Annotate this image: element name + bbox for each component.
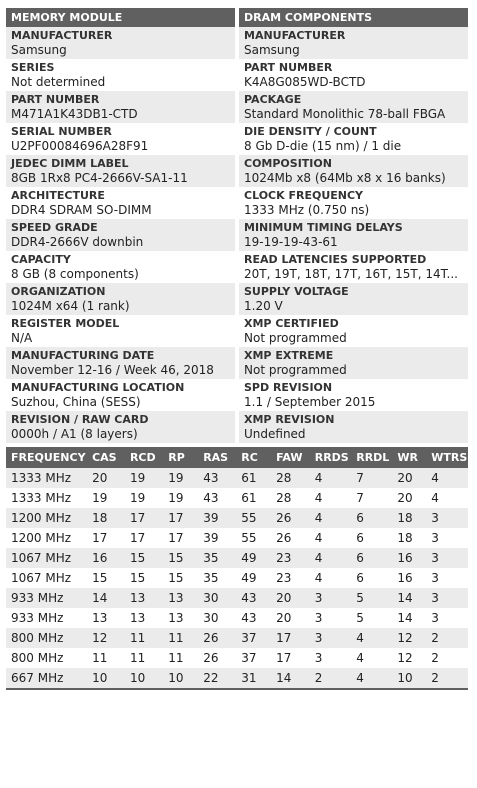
- timing-cell: 17: [87, 528, 125, 548]
- timing-column-header: RRDL: [351, 447, 392, 468]
- left-field-row: [6, 187, 235, 219]
- field-value: N/A: [11, 331, 33, 345]
- timing-column-header: RRDS: [310, 447, 351, 468]
- timing-cell: 4: [426, 468, 468, 488]
- timing-cell: 3: [426, 608, 468, 628]
- timing-cell: 12: [392, 648, 426, 668]
- timing-cell: 17: [271, 628, 310, 648]
- field-label: SUPPLY VOLTAGE: [244, 285, 349, 298]
- field-label: REVISION / RAW CARD: [11, 413, 149, 426]
- left-field-row: [6, 123, 235, 155]
- timing-row: [6, 668, 468, 689]
- timing-cell: 49: [236, 548, 271, 568]
- timing-cell: 61: [236, 488, 271, 508]
- field-label: READ LATENCIES SUPPORTED: [244, 253, 427, 266]
- field-value: Not programmed: [244, 363, 347, 377]
- timing-cell: 19: [163, 468, 198, 488]
- timing-cell: 16: [392, 548, 426, 568]
- timing-cell: 18: [87, 508, 125, 528]
- timing-cell: 4: [351, 648, 392, 668]
- left-field-row: [6, 251, 235, 283]
- timing-cell: 10: [125, 668, 163, 689]
- timing-column-header: CAS: [87, 447, 125, 468]
- timing-cell: 4: [351, 668, 392, 689]
- timing-cell: 18: [392, 508, 426, 528]
- right-field-row: [239, 91, 468, 123]
- timing-cell: 28: [271, 488, 310, 508]
- timing-cell: 1333 MHz: [6, 468, 87, 488]
- timing-cell: 30: [198, 588, 236, 608]
- timing-cell: 37: [236, 648, 271, 668]
- timing-cell: 17: [125, 528, 163, 548]
- timing-cell: 13: [163, 608, 198, 628]
- field-value: DDR4-2666V downbin: [11, 235, 144, 249]
- left-field-row: [6, 315, 235, 347]
- timing-cell: 19: [125, 488, 163, 508]
- timing-cell: 26: [198, 628, 236, 648]
- timing-cell: 3: [426, 508, 468, 528]
- timing-cell: 800 MHz: [6, 628, 87, 648]
- timing-cell: 35: [198, 568, 236, 588]
- field-value: DDR4 SDRAM SO-DIMM: [11, 203, 152, 217]
- timing-cell: 13: [125, 608, 163, 628]
- field-value: 1024Mb x8 (64Mb x8 x 16 banks): [244, 171, 446, 185]
- timing-cell: 12: [87, 628, 125, 648]
- field-label: SPEED GRADE: [11, 221, 98, 234]
- field-label: MANUFACTURER: [11, 29, 113, 42]
- timing-cell: 11: [163, 648, 198, 668]
- timing-cell: 19: [125, 468, 163, 488]
- right-field-row: [239, 411, 468, 443]
- field-value: 1333 MHz (0.750 ns): [244, 203, 370, 217]
- timing-cell: 23: [271, 568, 310, 588]
- field-value: 8GB 1Rx8 PC4-2666V-SA1-11: [11, 171, 188, 185]
- field-label: PACKAGE: [244, 93, 302, 106]
- left-field-row: [6, 59, 235, 91]
- timing-column-header: RC: [236, 447, 271, 468]
- field-value: Standard Monolithic 78-ball FBGA: [244, 107, 446, 121]
- field-label: PART NUMBER: [11, 93, 100, 106]
- timing-cell: 14: [87, 588, 125, 608]
- right-field-row: [239, 155, 468, 187]
- field-label: ORGANIZATION: [11, 285, 106, 298]
- left-field-row: [6, 91, 235, 123]
- timing-column-header: RP: [163, 447, 198, 468]
- timing-cell: 22: [198, 668, 236, 689]
- timing-cell: 11: [125, 648, 163, 668]
- field-value: Not determined: [11, 75, 106, 89]
- timing-cell: 39: [198, 528, 236, 548]
- right-field-row: [239, 283, 468, 315]
- left-field-row: [6, 155, 235, 187]
- timing-cell: 933 MHz: [6, 608, 87, 628]
- timing-cell: 1067 MHz: [6, 568, 87, 588]
- timing-body: [6, 468, 468, 689]
- timing-cell: 18: [392, 528, 426, 548]
- field-value: 20T, 19T, 18T, 17T, 16T, 15T, 14T...: [244, 267, 458, 281]
- timing-cell: 4: [351, 628, 392, 648]
- field-label: MANUFACTURING LOCATION: [11, 381, 185, 394]
- timing-row: [6, 548, 468, 568]
- timing-cell: 4: [310, 568, 351, 588]
- timing-cell: 23: [271, 548, 310, 568]
- right-field-row: [239, 251, 468, 283]
- right-field-row: [239, 59, 468, 91]
- field-value: 1024M x64 (1 rank): [11, 299, 130, 313]
- field-label: SPD REVISION: [244, 381, 333, 394]
- timing-row: [6, 568, 468, 588]
- field-label: CLOCK FREQUENCY: [244, 189, 364, 202]
- timing-cell: 17: [163, 508, 198, 528]
- field-label: XMP CERTIFIED: [244, 317, 339, 330]
- field-value: K4A8G085WD-BCTD: [244, 75, 366, 89]
- timing-cell: 19: [87, 488, 125, 508]
- dram-components-column: [239, 8, 468, 443]
- timing-cell: 4: [310, 468, 351, 488]
- field-value: 19-19-19-43-61: [244, 235, 338, 249]
- field-value: 8 Gb D-die (15 nm) / 1 die: [244, 139, 402, 153]
- timing-cell: 11: [87, 648, 125, 668]
- right-field-row: [239, 187, 468, 219]
- timing-cell: 14: [271, 668, 310, 689]
- timing-cell: 55: [236, 528, 271, 548]
- timing-cell: 1200 MHz: [6, 508, 87, 528]
- timing-cell: 3: [426, 548, 468, 568]
- timing-column-header: FAW: [271, 447, 310, 468]
- timing-cell: 4: [310, 548, 351, 568]
- timing-cell: 17: [125, 508, 163, 528]
- timing-cell: 15: [163, 548, 198, 568]
- timing-column-header: FREQUENCY: [6, 447, 87, 468]
- timing-cell: 6: [351, 548, 392, 568]
- left-field-row: [6, 27, 235, 59]
- timing-cell: 7: [351, 488, 392, 508]
- left-field-row: [6, 219, 235, 251]
- field-label: XMP EXTREME: [244, 349, 334, 362]
- timing-row: [6, 488, 468, 508]
- timing-row: [6, 608, 468, 628]
- timing-cell: 15: [163, 568, 198, 588]
- right-field-row: [239, 347, 468, 379]
- timing-cell: 13: [163, 588, 198, 608]
- timing-cell: 30: [198, 608, 236, 628]
- dram-components-header: DRAM COMPONENTS: [239, 8, 468, 27]
- timing-cell: 55: [236, 508, 271, 528]
- timing-cell: 20: [271, 608, 310, 628]
- timing-cell: 2: [426, 648, 468, 668]
- timing-cell: 11: [163, 628, 198, 648]
- dram-components-fields: [239, 27, 468, 443]
- timing-cell: 4: [310, 528, 351, 548]
- field-label: MANUFACTURING DATE: [11, 349, 155, 362]
- field-label: COMPOSITION: [244, 157, 332, 170]
- field-value: 1.20 V: [244, 299, 283, 313]
- timing-cell: 15: [125, 568, 163, 588]
- field-label: CAPACITY: [11, 253, 71, 266]
- timing-cell: 4: [310, 488, 351, 508]
- timing-cell: 1333 MHz: [6, 488, 87, 508]
- timing-cell: 43: [236, 588, 271, 608]
- memory-module-column: [6, 8, 235, 443]
- timing-cell: 16: [87, 548, 125, 568]
- timing-cell: 43: [236, 608, 271, 628]
- memory-module-fields: [6, 27, 235, 443]
- timing-cell: 4: [310, 508, 351, 528]
- timing-cell: 6: [351, 508, 392, 528]
- timing-cell: 43: [198, 488, 236, 508]
- timing-cell: 3: [310, 648, 351, 668]
- field-label: REGISTER MODEL: [11, 317, 120, 330]
- field-value: Samsung: [11, 43, 67, 57]
- field-label: MINIMUM TIMING DELAYS: [244, 221, 403, 234]
- left-field-row: [6, 347, 235, 379]
- timing-cell: 17: [163, 528, 198, 548]
- timing-cell: 26: [271, 528, 310, 548]
- timing-cell: 28: [271, 468, 310, 488]
- timing-cell: 5: [351, 608, 392, 628]
- timing-cell: 10: [87, 668, 125, 689]
- field-value: Samsung: [244, 43, 300, 57]
- timing-cell: 4: [426, 488, 468, 508]
- right-field-row: [239, 219, 468, 251]
- timing-cell: 19: [163, 488, 198, 508]
- timing-cell: 31: [236, 668, 271, 689]
- timing-column-header: RCD: [125, 447, 163, 468]
- timing-cell: 39: [198, 508, 236, 528]
- field-label: JEDEC DIMM LABEL: [11, 157, 129, 170]
- timing-cell: 11: [125, 628, 163, 648]
- timing-row: [6, 528, 468, 548]
- timing-header-row: [6, 447, 468, 468]
- spd-report: [6, 8, 468, 690]
- left-field-row: [6, 283, 235, 315]
- spd-info-grid: [6, 8, 468, 443]
- field-label: ARCHITECTURE: [11, 189, 105, 202]
- timing-cell: 2: [426, 628, 468, 648]
- timing-row: [6, 648, 468, 668]
- timing-cell: 43: [198, 468, 236, 488]
- field-value: M471A1K43DB1-CTD: [11, 107, 138, 121]
- field-value: 8 GB (8 components): [11, 267, 139, 281]
- timing-cell: 35: [198, 548, 236, 568]
- timing-cell: 3: [310, 628, 351, 648]
- field-label: DIE DENSITY / COUNT: [244, 125, 377, 138]
- timing-cell: 10: [163, 668, 198, 689]
- timing-cell: 17: [271, 648, 310, 668]
- left-field-row: [6, 411, 235, 443]
- timing-cell: 933 MHz: [6, 588, 87, 608]
- field-label: PART NUMBER: [244, 61, 333, 74]
- timing-cell: 20: [271, 588, 310, 608]
- memory-module-header: MEMORY MODULE: [6, 8, 235, 27]
- right-field-row: [239, 379, 468, 411]
- timing-cell: 15: [125, 548, 163, 568]
- timing-cell: 15: [87, 568, 125, 588]
- timing-cell: 6: [351, 568, 392, 588]
- field-value: Undefined: [244, 427, 306, 441]
- timing-cell: 14: [392, 608, 426, 628]
- timing-column-header: RAS: [198, 447, 236, 468]
- timing-cell: 667 MHz: [6, 668, 87, 689]
- timing-cell: 26: [271, 508, 310, 528]
- timing-cell: 1200 MHz: [6, 528, 87, 548]
- field-label: SERIES: [11, 61, 55, 74]
- timing-cell: 26: [198, 648, 236, 668]
- timing-cell: 3: [426, 588, 468, 608]
- timing-cell: 13: [125, 588, 163, 608]
- timing-cell: 7: [351, 468, 392, 488]
- timing-cell: 3: [310, 588, 351, 608]
- timing-cell: 2: [310, 668, 351, 689]
- field-value: Suzhou, China (SESS): [11, 395, 141, 409]
- timing-cell: 20: [87, 468, 125, 488]
- timing-cell: 3: [426, 568, 468, 588]
- timing-row: [6, 588, 468, 608]
- timing-cell: 13: [87, 608, 125, 628]
- left-field-row: [6, 379, 235, 411]
- timing-column-header: WR: [392, 447, 426, 468]
- right-field-row: [239, 27, 468, 59]
- field-value: 1.1 / September 2015: [244, 395, 376, 409]
- timing-cell: 37: [236, 628, 271, 648]
- timing-cell: 16: [392, 568, 426, 588]
- timing-table: [6, 447, 468, 690]
- timing-row: [6, 628, 468, 648]
- field-value: November 12-16 / Week 46, 2018: [11, 363, 214, 377]
- timing-cell: 20: [392, 488, 426, 508]
- timing-cell: 12: [392, 628, 426, 648]
- timing-row: [6, 508, 468, 528]
- right-field-row: [239, 315, 468, 347]
- field-value: 0000h / A1 (8 layers): [11, 427, 138, 441]
- timing-cell: 20: [392, 468, 426, 488]
- timing-cell: 6: [351, 528, 392, 548]
- timing-cell: 14: [392, 588, 426, 608]
- timing-cell: 49: [236, 568, 271, 588]
- field-value: Not programmed: [244, 331, 347, 345]
- timing-row: [6, 468, 468, 488]
- timing-cell: 10: [392, 668, 426, 689]
- field-label: SERIAL NUMBER: [11, 125, 112, 138]
- field-label: MANUFACTURER: [244, 29, 346, 42]
- timing-cell: 1067 MHz: [6, 548, 87, 568]
- timing-cell: 800 MHz: [6, 648, 87, 668]
- timing-cell: 5: [351, 588, 392, 608]
- timing-cell: 61: [236, 468, 271, 488]
- timing-column-header: WTRS: [426, 447, 468, 468]
- timing-cell: 2: [426, 668, 468, 689]
- timing-cell: 3: [426, 528, 468, 548]
- field-label: XMP REVISION: [244, 413, 335, 426]
- field-value: U2PF00084696A28F91: [11, 139, 149, 153]
- timing-cell: 3: [310, 608, 351, 628]
- right-field-row: [239, 123, 468, 155]
